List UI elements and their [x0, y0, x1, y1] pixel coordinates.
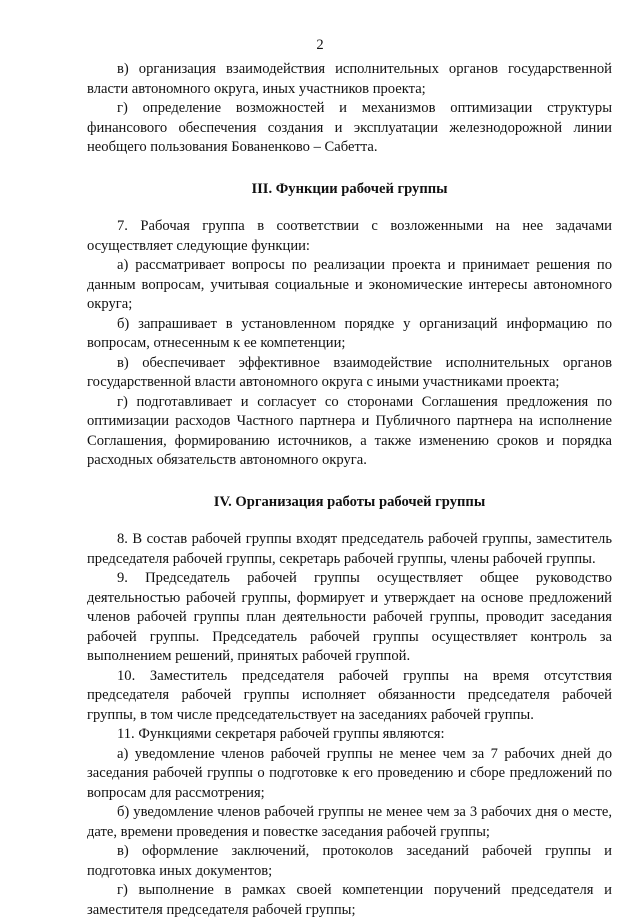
paragraph-11a: а) уведомление членов рабочей группы не менее чем за 7 рабочих дней до заседания рабочей группы о подготовке к его проведению и сборе предложений по вопросам для рассмотрения; [87, 745, 612, 801]
paragraph-11g: г) выполнение в рамках своей компетенции поручений председателя и заместителя председателя рабочей группы; [87, 882, 612, 918]
section-title-functions: III. Функции рабочей группы [251, 180, 448, 197]
paragraph-10: 10. Заместитель председателя рабочей группы на время отсутствия председателя рабочей группы исполняет обязанности председателя рабочей группы, в том числе председательствует на заседаниях рабочей группы. [87, 667, 612, 723]
paragraph-7g: г) подготавливает и согласует со сторонами Соглашения предложения по оптимизации расходов Частного партнера и Публичного партнера на исполнение Соглашения, формированию источников, а также изменению сроков и порядка расходных обязательств автономного округа. [87, 393, 612, 468]
paragraph-9: 9. Председатель рабочей группы осуществляет общее руководство деятельностью рабочей группы, формирует и утверждает на основе предложений членов рабочей группы план деятельности рабочей группы, проводит заседания рабочей группы. Председатель рабочей группы осуществляет контроль за выполнением решений, принятых рабочей группой. [87, 570, 612, 664]
paragraph-7a: а) рассматривает вопросы по реализации проекта и принимает решения по данным вопросам, учитывая социальные и экономические интересы автономного округа; [87, 257, 612, 312]
paragraph-8: 8. В состав рабочей группы входят председатель рабочей группы, заместитель председателя рабочей группы, секретарь рабочей группы, члены рабочей группы. [87, 531, 612, 567]
paragraph-11: 11. Функциями секретаря рабочей группы являются: [117, 726, 445, 742]
paragraph-11b: б) уведомление членов рабочей группы не менее чем за 3 рабочих дня о месте, дате, времени проведения и повестке заседания рабочей группы; [87, 804, 612, 840]
paragraph-intro-g: г) определение возможностей и механизмов оптимизации структуры финансового обеспечения создания и эксплуатации железнодорожной линии необщего пользования Бованенково – Сабетта. [87, 100, 612, 155]
page-number: 2 [316, 37, 324, 53]
paragraph-intro-v: в) организация взаимодействия исполнительных органов государственной власти автономного округа, иных участников проекта; [87, 61, 612, 97]
paragraph-7: 7. Рабочая группа в соответствии с возложенными на нее задачами осуществляет следующие функции: [87, 218, 612, 254]
paragraph-11v: в) оформление заключений, протоколов заседаний рабочей группы и подготовка иных документов; [87, 843, 612, 879]
paragraph-7v: в) обеспечивает эффективное взаимодействие исполнительных органов государственной власти автономного округа с иными участниками проекта; [87, 354, 612, 390]
section-title-organization: IV. Организация работы рабочей группы [213, 493, 486, 510]
document-body [87, 60, 612, 920]
paragraph-7b: б) запрашивает в установленном порядке у организаций информацию по вопросам, отнесенным к ее компетенции; [87, 315, 612, 351]
